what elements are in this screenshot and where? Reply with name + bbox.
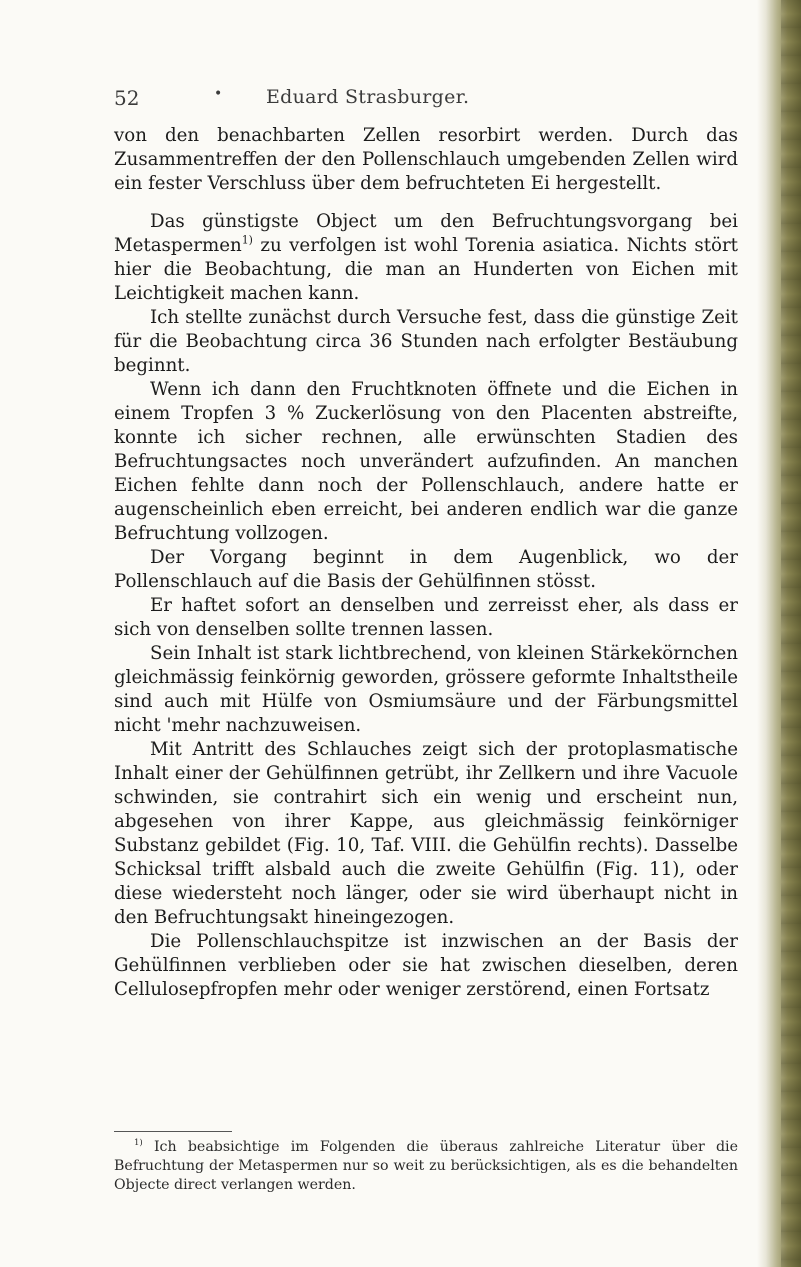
footnote-marker: 1) bbox=[134, 1138, 143, 1149]
page-number: 52 bbox=[114, 86, 140, 110]
footnote-text: Ich beabsichtige im Folgenden die überaus zahlreiche Literatur über die Befruchtung der Metaspermen nur so weit zu berücksichtigen, als es die behandelten Objecte direct verlangen werden. bbox=[114, 1139, 738, 1193]
footnote-rule bbox=[114, 1131, 232, 1132]
book-spine-shadow bbox=[781, 0, 801, 1267]
body-text bbox=[114, 124, 738, 1002]
footnote-reference[interactable]: 1) bbox=[241, 233, 253, 247]
paragraph: Sein Inhalt ist stark lichtbrechend, von kleinen Stärkekörnchen gleichmässig feinkörnig geworden, grössere geformte Inhaltstheile sind auch mit Hülfe von Osmiumsäure und der Färbungsmittel nicht 'mehr nachzuweisen. bbox=[114, 643, 738, 736]
paragraph: Mit Antritt des Schlauches zeigt sich der protoplasmatische Inhalt einer der Gehülfinnen getrübt, ihr Zellkern und ihre Vacuole schwinden, sie contrahirt sich ein wenig und erscheint nun, abgesehen von ihrer Kappe, aus gleichmässig feinkörniger Substanz gebildet (Fig. 10, Taf. VIII. die Gehülfin rechts). Dasselbe Schicksal trifft alsbald auch die zweite Gehülfin (Fig. 11), oder diese wiedersteht noch länger, oder sie wird überhaupt nicht in den Befruchtungsakt hineingezogen. bbox=[114, 739, 738, 928]
paragraph: Er haftet sofort an denselben und zerreisst eher, als dass er sich von denselben sollte trennen lassen. bbox=[114, 595, 738, 640]
paragraph: Der Vorgang beginnt in dem Augenblick, wo der Pollenschlauch auf die Basis der Gehülfinnen stösst. bbox=[114, 547, 738, 592]
footnote bbox=[114, 1138, 738, 1195]
paragraph: Die Pollenschlauchspitze ist inzwischen an der Basis der Gehülfinnen verblieben oder sie hat zwischen dieselben, deren Cellulosepfropfen mehr oder weniger zerstörend, einen Fortsatz bbox=[114, 931, 738, 1000]
paragraph: Wenn ich dann den Fruchtknoten öffnete und die Eichen in einem Tropfen 3 % Zuckerlösung von den Placenten abstreifte, konnte ich sicher rechnen, alle erwünschten Stadien des Befruchtungsactes noch unverändert aufzufinden. An manchen Eichen fehlte dann noch der Pollenschlauch, andere hatte er augenscheinlich eben erreicht, bei anderen endlich war die ganze Befruchtung vollzogen. bbox=[114, 379, 738, 544]
paragraph bbox=[114, 210, 738, 306]
header-dot: • bbox=[214, 86, 223, 102]
paragraph-text: Das günstigste Object um den Befruchtungsvorgang bei Metaspermen bbox=[114, 211, 738, 256]
running-head: Eduard Strasburger. bbox=[266, 86, 470, 108]
page-header bbox=[114, 86, 714, 112]
paragraph-text: zu verfolgen ist wohl Torenia asiatica. Nichts stört hier die Beobachtung, die man an Hunderten von Eichen mit Leichtigkeit machen kann. bbox=[114, 235, 738, 304]
paragraph: von den benachbarten Zellen resorbirt werden. Durch das Zusammentreffen der den Pollenschlauch umgebenden Zellen wird ein fester Verschluss über dem befruchteten Ei hergestellt. bbox=[114, 125, 738, 194]
paragraph: Ich stellte zunächst durch Versuche fest, dass die günstige Zeit für die Beobachtung circa 36 Stunden nach erfolgter Bestäubung beginnt. bbox=[114, 307, 738, 376]
